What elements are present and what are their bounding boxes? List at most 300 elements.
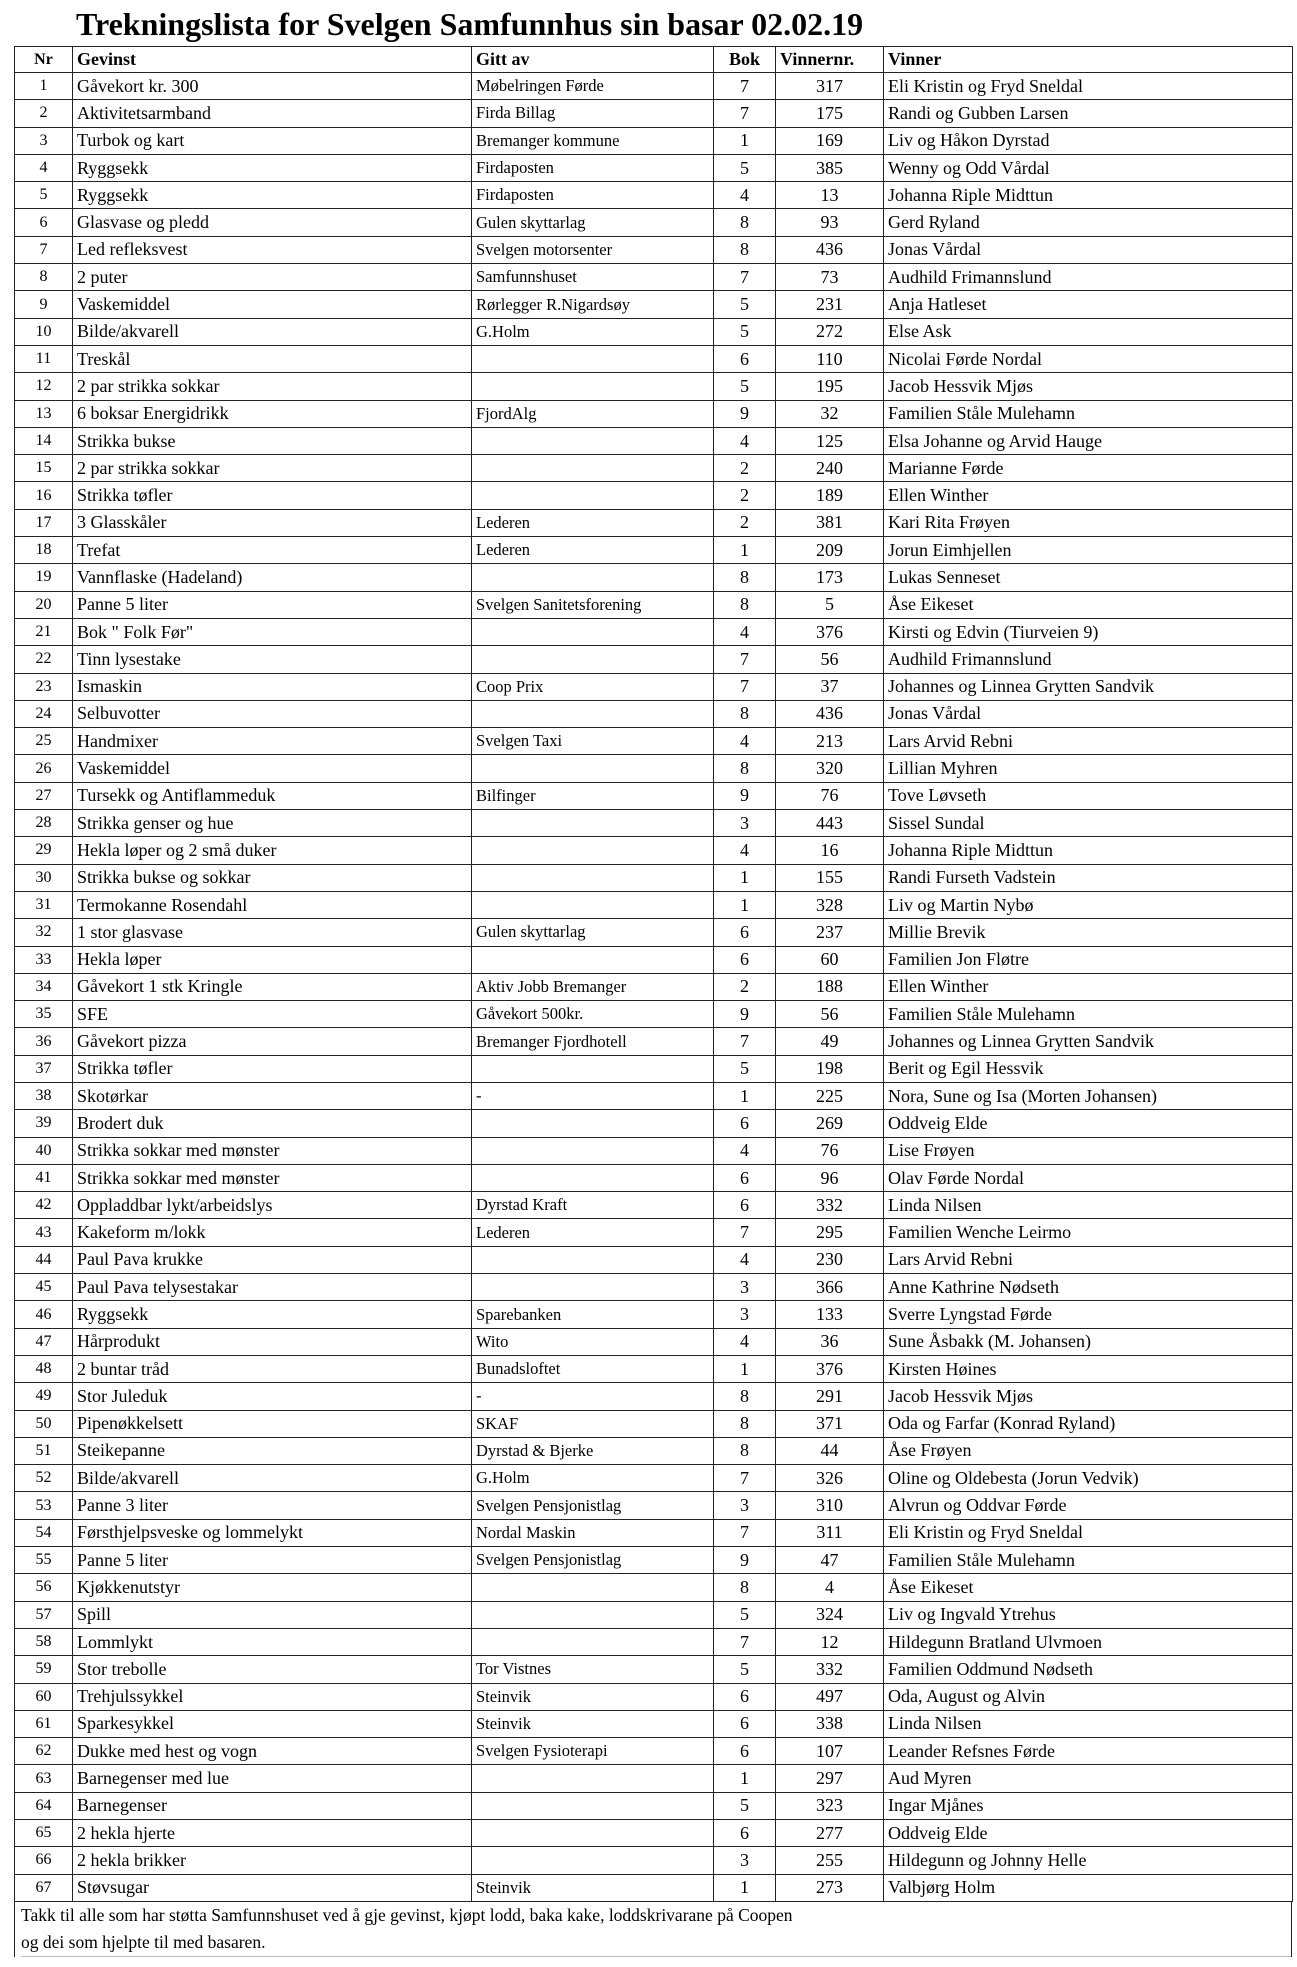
cell-gevinst: Handmixer bbox=[73, 728, 472, 755]
cell-bok: 6 bbox=[714, 1683, 776, 1710]
table-row bbox=[15, 837, 1293, 864]
cell-nr: 49 bbox=[15, 1383, 73, 1410]
cell-gevinst: Gåvekort kr. 300 bbox=[73, 73, 472, 100]
cell-gevinst: Bilde/akvarell bbox=[73, 1465, 472, 1492]
cell-gitt-av: Lederen bbox=[472, 1219, 714, 1246]
cell-vinnernr: 297 bbox=[776, 1765, 884, 1792]
cell-vinner: Oline og Oldebesta (Jorun Vedvik) bbox=[884, 1465, 1293, 1492]
cell-vinnernr: 189 bbox=[776, 482, 884, 509]
cell-nr: 41 bbox=[15, 1164, 73, 1191]
cell-bok: 6 bbox=[714, 1738, 776, 1765]
table-row bbox=[15, 564, 1293, 591]
table-row bbox=[15, 1847, 1293, 1874]
cell-nr: 64 bbox=[15, 1792, 73, 1819]
cell-gitt-av bbox=[472, 1164, 714, 1191]
table-row bbox=[15, 154, 1293, 181]
cell-nr: 12 bbox=[15, 373, 73, 400]
cell-nr: 36 bbox=[15, 1028, 73, 1055]
cell-gitt-av: Aktiv Jobb Bremanger bbox=[472, 973, 714, 1000]
cell-gevinst: Strikka bukse bbox=[73, 427, 472, 454]
table-row bbox=[15, 182, 1293, 209]
cell-nr: 55 bbox=[15, 1547, 73, 1574]
cell-nr: 7 bbox=[15, 236, 73, 263]
cell-gitt-av: Svelgen motorsenter bbox=[472, 236, 714, 263]
cell-vinner: Anja Hatleset bbox=[884, 291, 1293, 318]
table-row bbox=[15, 782, 1293, 809]
cell-nr: 9 bbox=[15, 291, 73, 318]
cell-vinner: Sune Åsbakk (M. Johansen) bbox=[884, 1328, 1293, 1355]
cell-nr: 25 bbox=[15, 728, 73, 755]
cell-bok: 7 bbox=[714, 673, 776, 700]
cell-vinner: Lukas Senneset bbox=[884, 564, 1293, 591]
cell-nr: 50 bbox=[15, 1410, 73, 1437]
cell-bok: 1 bbox=[714, 537, 776, 564]
cell-gitt-av bbox=[472, 618, 714, 645]
cell-vinner: Wenny og Odd Vårdal bbox=[884, 154, 1293, 181]
cell-gitt-av: Svelgen Pensjonistlag bbox=[472, 1492, 714, 1519]
cell-bok: 3 bbox=[714, 1274, 776, 1301]
cell-gevinst: 2 par strikka sokkar bbox=[73, 455, 472, 482]
cell-nr: 43 bbox=[15, 1219, 73, 1246]
table-row bbox=[15, 1437, 1293, 1464]
cell-bok: 9 bbox=[714, 1547, 776, 1574]
draw-table bbox=[14, 46, 1293, 1902]
table-row bbox=[15, 1137, 1293, 1164]
cell-gitt-av: Steinvik bbox=[472, 1710, 714, 1737]
cell-gevinst: Tinn lysestake bbox=[73, 646, 472, 673]
cell-gitt-av: Svelgen Taxi bbox=[472, 728, 714, 755]
cell-vinnernr: 371 bbox=[776, 1410, 884, 1437]
cell-vinner: Familien Ståle Mulehamn bbox=[884, 1001, 1293, 1028]
cell-nr: 51 bbox=[15, 1437, 73, 1464]
cell-gevinst: Paul Pava telysestakar bbox=[73, 1274, 472, 1301]
cell-nr: 1 bbox=[15, 73, 73, 100]
cell-nr: 28 bbox=[15, 810, 73, 837]
table-row bbox=[15, 591, 1293, 618]
cell-vinnernr: 291 bbox=[776, 1383, 884, 1410]
cell-vinner: Jonas Vårdal bbox=[884, 236, 1293, 263]
cell-vinnernr: 328 bbox=[776, 891, 884, 918]
cell-bok: 7 bbox=[714, 646, 776, 673]
cell-nr: 53 bbox=[15, 1492, 73, 1519]
col-header-bok: Bok bbox=[714, 47, 776, 73]
cell-vinner: Lise Frøyen bbox=[884, 1137, 1293, 1164]
cell-bok: 3 bbox=[714, 810, 776, 837]
table-row bbox=[15, 427, 1293, 454]
cell-vinner: Familien Ståle Mulehamn bbox=[884, 400, 1293, 427]
cell-vinnernr: 47 bbox=[776, 1547, 884, 1574]
cell-gevinst: Vannflaske (Hadeland) bbox=[73, 564, 472, 591]
cell-nr: 56 bbox=[15, 1574, 73, 1601]
cell-bok: 5 bbox=[714, 1055, 776, 1082]
cell-vinnernr: 326 bbox=[776, 1465, 884, 1492]
cell-vinnernr: 295 bbox=[776, 1219, 884, 1246]
cell-gitt-av bbox=[472, 482, 714, 509]
cell-nr: 17 bbox=[15, 509, 73, 536]
cell-gitt-av: Nordal Maskin bbox=[472, 1519, 714, 1546]
cell-nr: 60 bbox=[15, 1683, 73, 1710]
cell-gevinst: Hårprodukt bbox=[73, 1328, 472, 1355]
cell-vinnernr: 169 bbox=[776, 127, 884, 154]
cell-nr: 14 bbox=[15, 427, 73, 454]
table-row bbox=[15, 919, 1293, 946]
cell-gitt-av: Firdaposten bbox=[472, 182, 714, 209]
cell-gevinst: Strikka sokkar med mønster bbox=[73, 1164, 472, 1191]
cell-gevinst: Panne 5 liter bbox=[73, 591, 472, 618]
table-row bbox=[15, 1001, 1293, 1028]
cell-vinnernr: 225 bbox=[776, 1082, 884, 1109]
cell-gevinst: Stor trebolle bbox=[73, 1656, 472, 1683]
cell-vinnernr: 381 bbox=[776, 509, 884, 536]
cell-bok: 7 bbox=[714, 1465, 776, 1492]
cell-vinnernr: 338 bbox=[776, 1710, 884, 1737]
cell-nr: 29 bbox=[15, 837, 73, 864]
table-row bbox=[15, 618, 1293, 645]
table-row bbox=[15, 1301, 1293, 1328]
cell-vinnernr: 125 bbox=[776, 427, 884, 454]
cell-gevinst: Termokanne Rosendahl bbox=[73, 891, 472, 918]
cell-nr: 24 bbox=[15, 700, 73, 727]
cell-vinnernr: 96 bbox=[776, 1164, 884, 1191]
cell-vinner: Leander Refsnes Førde bbox=[884, 1738, 1293, 1765]
cell-gitt-av: Bremanger Fjordhotell bbox=[472, 1028, 714, 1055]
cell-nr: 59 bbox=[15, 1656, 73, 1683]
cell-vinnernr: 44 bbox=[776, 1437, 884, 1464]
table-row bbox=[15, 1656, 1293, 1683]
cell-gevinst: 2 buntar tråd bbox=[73, 1355, 472, 1382]
cell-nr: 4 bbox=[15, 154, 73, 181]
cell-vinnernr: 240 bbox=[776, 455, 884, 482]
cell-vinner: Ingar Mjånes bbox=[884, 1792, 1293, 1819]
cell-nr: 67 bbox=[15, 1874, 73, 1901]
cell-gitt-av bbox=[472, 1792, 714, 1819]
cell-bok: 2 bbox=[714, 455, 776, 482]
cell-bok: 8 bbox=[714, 591, 776, 618]
col-header-vinnernr: Vinnernr. bbox=[776, 47, 884, 73]
table-row bbox=[15, 1410, 1293, 1437]
table-row bbox=[15, 1574, 1293, 1601]
cell-vinner: Aud Myren bbox=[884, 1765, 1293, 1792]
table-row bbox=[15, 1465, 1293, 1492]
cell-vinner: Jorun Eimhjellen bbox=[884, 537, 1293, 564]
cell-bok: 4 bbox=[714, 837, 776, 864]
table-row bbox=[15, 1792, 1293, 1819]
cell-gevinst: Bilde/akvarell bbox=[73, 318, 472, 345]
cell-vinner: Åse Eikeset bbox=[884, 591, 1293, 618]
table-row bbox=[15, 1110, 1293, 1137]
cell-vinnernr: 56 bbox=[776, 646, 884, 673]
cell-gevinst: Steikepanne bbox=[73, 1437, 472, 1464]
cell-nr: 57 bbox=[15, 1601, 73, 1628]
table-row bbox=[15, 755, 1293, 782]
cell-vinner: Lillian Myhren bbox=[884, 755, 1293, 782]
cell-vinnernr: 155 bbox=[776, 864, 884, 891]
cell-gevinst: Støvsugar bbox=[73, 1874, 472, 1901]
cell-gitt-av: Sparebanken bbox=[472, 1301, 714, 1328]
cell-bok: 4 bbox=[714, 182, 776, 209]
cell-gitt-av bbox=[472, 1574, 714, 1601]
cell-nr: 44 bbox=[15, 1246, 73, 1273]
table-row bbox=[15, 73, 1293, 100]
cell-vinner: Oda, August og Alvin bbox=[884, 1683, 1293, 1710]
cell-gevinst: Trefat bbox=[73, 537, 472, 564]
cell-vinner: Jonas Vårdal bbox=[884, 700, 1293, 727]
cell-nr: 19 bbox=[15, 564, 73, 591]
cell-vinner: Hildegunn og Johnny Helle bbox=[884, 1847, 1293, 1874]
table-row bbox=[15, 646, 1293, 673]
cell-gitt-av: Dyrstad & Bjerke bbox=[472, 1437, 714, 1464]
cell-nr: 37 bbox=[15, 1055, 73, 1082]
cell-vinnernr: 213 bbox=[776, 728, 884, 755]
cell-vinnernr: 110 bbox=[776, 345, 884, 372]
table-row bbox=[15, 209, 1293, 236]
table-row bbox=[15, 728, 1293, 755]
cell-gitt-av bbox=[472, 837, 714, 864]
cell-bok: 8 bbox=[714, 236, 776, 263]
cell-vinner: Johanna Riple Midttun bbox=[884, 837, 1293, 864]
cell-gevinst: Dukke med hest og vogn bbox=[73, 1738, 472, 1765]
cell-gevinst: Lommlykt bbox=[73, 1628, 472, 1655]
cell-nr: 42 bbox=[15, 1192, 73, 1219]
cell-gevinst: Spill bbox=[73, 1601, 472, 1628]
table-row bbox=[15, 1246, 1293, 1273]
cell-vinner: Kari Rita Frøyen bbox=[884, 509, 1293, 536]
cell-vinnernr: 56 bbox=[776, 1001, 884, 1028]
cell-gitt-av bbox=[472, 1847, 714, 1874]
cell-vinner: Ellen Winther bbox=[884, 482, 1293, 509]
table-row bbox=[15, 1383, 1293, 1410]
cell-gevinst: Strikka tøfler bbox=[73, 482, 472, 509]
footer-line-2: og dei som hjelpte til med basaren. bbox=[21, 1929, 1291, 1957]
cell-vinner: Elsa Johanne og Arvid Hauge bbox=[884, 427, 1293, 454]
cell-vinnernr: 173 bbox=[776, 564, 884, 591]
cell-gevinst: Vaskemiddel bbox=[73, 291, 472, 318]
col-header-gitt-av: Gitt av bbox=[472, 47, 714, 73]
cell-vinner: Millie Brevik bbox=[884, 919, 1293, 946]
cell-gevinst: Led refleksvest bbox=[73, 236, 472, 263]
cell-gitt-av: Bremanger kommune bbox=[472, 127, 714, 154]
cell-vinnernr: 107 bbox=[776, 1738, 884, 1765]
cell-vinner: Audhild Frimannslund bbox=[884, 264, 1293, 291]
cell-gevinst: 2 puter bbox=[73, 264, 472, 291]
cell-gitt-av bbox=[472, 1246, 714, 1273]
cell-gitt-av bbox=[472, 810, 714, 837]
cell-bok: 9 bbox=[714, 782, 776, 809]
cell-gevinst: Kakeform m/lokk bbox=[73, 1219, 472, 1246]
cell-vinner: Oddveig Elde bbox=[884, 1820, 1293, 1847]
cell-vinnernr: 332 bbox=[776, 1192, 884, 1219]
cell-gevinst: Pipenøkkelsett bbox=[73, 1410, 472, 1437]
cell-gitt-av bbox=[472, 564, 714, 591]
cell-bok: 1 bbox=[714, 1355, 776, 1382]
cell-vinnernr: 73 bbox=[776, 264, 884, 291]
cell-vinner: Familien Oddmund Nødseth bbox=[884, 1656, 1293, 1683]
cell-gevinst: Tursekk og Antiflammeduk bbox=[73, 782, 472, 809]
cell-gitt-av bbox=[472, 1628, 714, 1655]
cell-vinner: Linda Nilsen bbox=[884, 1192, 1293, 1219]
cell-gitt-av bbox=[472, 864, 714, 891]
table-row bbox=[15, 810, 1293, 837]
cell-vinner: Eli Kristin og Fryd Sneldal bbox=[884, 73, 1293, 100]
cell-bok: 6 bbox=[714, 919, 776, 946]
cell-nr: 32 bbox=[15, 919, 73, 946]
cell-vinner: Linda Nilsen bbox=[884, 1710, 1293, 1737]
cell-gitt-av: Samfunnshuset bbox=[472, 264, 714, 291]
cell-vinnernr: 5 bbox=[776, 591, 884, 618]
cell-vinner: Nicolai Førde Nordal bbox=[884, 345, 1293, 372]
table-row bbox=[15, 509, 1293, 536]
table-row bbox=[15, 973, 1293, 1000]
cell-bok: 6 bbox=[714, 1192, 776, 1219]
cell-vinner: Johanna Riple Midttun bbox=[884, 182, 1293, 209]
cell-nr: 45 bbox=[15, 1274, 73, 1301]
cell-vinnernr: 231 bbox=[776, 291, 884, 318]
cell-nr: 30 bbox=[15, 864, 73, 891]
cell-gevinst: Brodert duk bbox=[73, 1110, 472, 1137]
cell-gitt-av: Dyrstad Kraft bbox=[472, 1192, 714, 1219]
cell-gevinst: Ryggsekk bbox=[73, 1301, 472, 1328]
cell-nr: 48 bbox=[15, 1355, 73, 1382]
cell-vinner: Liv og Ingvald Ytrehus bbox=[884, 1601, 1293, 1628]
cell-vinnernr: 273 bbox=[776, 1874, 884, 1901]
cell-bok: 5 bbox=[714, 1656, 776, 1683]
table-row bbox=[15, 100, 1293, 127]
thanks-footer bbox=[14, 1902, 1292, 1957]
cell-vinner: Jacob Hessvik Mjøs bbox=[884, 373, 1293, 400]
cell-vinner: Anne Kathrine Nødseth bbox=[884, 1274, 1293, 1301]
table-row bbox=[15, 1683, 1293, 1710]
cell-bok: 4 bbox=[714, 1328, 776, 1355]
cell-bok: 6 bbox=[714, 1110, 776, 1137]
cell-bok: 3 bbox=[714, 1492, 776, 1519]
table-row bbox=[15, 946, 1293, 973]
cell-gitt-av bbox=[472, 891, 714, 918]
cell-bok: 1 bbox=[714, 127, 776, 154]
cell-bok: 5 bbox=[714, 291, 776, 318]
cell-vinnernr: 4 bbox=[776, 1574, 884, 1601]
cell-gitt-av: Svelgen Pensjonistlag bbox=[472, 1547, 714, 1574]
cell-gevinst: Strikka bukse og sokkar bbox=[73, 864, 472, 891]
cell-vinner: Audhild Frimannslund bbox=[884, 646, 1293, 673]
table-row bbox=[15, 537, 1293, 564]
table-row bbox=[15, 1765, 1293, 1792]
table-row bbox=[15, 1492, 1293, 1519]
cell-bok: 7 bbox=[714, 1628, 776, 1655]
cell-vinnernr: 230 bbox=[776, 1246, 884, 1273]
cell-nr: 2 bbox=[15, 100, 73, 127]
cell-vinner: Ellen Winther bbox=[884, 973, 1293, 1000]
cell-bok: 3 bbox=[714, 1847, 776, 1874]
cell-vinnernr: 376 bbox=[776, 1355, 884, 1382]
cell-vinner: Kirsti og Edvin (Tiurveien 9) bbox=[884, 618, 1293, 645]
cell-bok: 5 bbox=[714, 154, 776, 181]
cell-nr: 35 bbox=[15, 1001, 73, 1028]
cell-bok: 1 bbox=[714, 1082, 776, 1109]
cell-vinnernr: 37 bbox=[776, 673, 884, 700]
cell-vinnernr: 16 bbox=[776, 837, 884, 864]
cell-gevinst: 2 hekla brikker bbox=[73, 1847, 472, 1874]
cell-gevinst: Sparkesykkel bbox=[73, 1710, 472, 1737]
cell-gitt-av: Steinvik bbox=[472, 1874, 714, 1901]
cell-bok: 4 bbox=[714, 1137, 776, 1164]
cell-vinnernr: 436 bbox=[776, 700, 884, 727]
cell-vinner: Alvrun og Oddvar Førde bbox=[884, 1492, 1293, 1519]
cell-nr: 18 bbox=[15, 537, 73, 564]
cell-vinner: Familien Ståle Mulehamn bbox=[884, 1547, 1293, 1574]
table-body bbox=[15, 73, 1293, 1902]
table-row bbox=[15, 1601, 1293, 1628]
table-row bbox=[15, 1219, 1293, 1246]
cell-vinner: Berit og Egil Hessvik bbox=[884, 1055, 1293, 1082]
cell-gitt-av: Rørlegger R.Nigardsøy bbox=[472, 291, 714, 318]
cell-vinner: Else Ask bbox=[884, 318, 1293, 345]
cell-gitt-av bbox=[472, 1820, 714, 1847]
cell-gitt-av bbox=[472, 1137, 714, 1164]
cell-gitt-av: G.Holm bbox=[472, 318, 714, 345]
cell-gitt-av: Gulen skyttarlag bbox=[472, 919, 714, 946]
cell-vinnernr: 269 bbox=[776, 1110, 884, 1137]
cell-gevinst: Hekla løper bbox=[73, 946, 472, 973]
cell-bok: 5 bbox=[714, 1601, 776, 1628]
cell-vinnernr: 49 bbox=[776, 1028, 884, 1055]
draw-list-sheet bbox=[14, 0, 1292, 1957]
table-row bbox=[15, 1628, 1293, 1655]
cell-nr: 66 bbox=[15, 1847, 73, 1874]
cell-bok: 4 bbox=[714, 427, 776, 454]
cell-nr: 46 bbox=[15, 1301, 73, 1328]
table-row bbox=[15, 1738, 1293, 1765]
header-row bbox=[15, 47, 1293, 73]
cell-gitt-av: Gåvekort 500kr. bbox=[472, 1001, 714, 1028]
cell-bok: 8 bbox=[714, 700, 776, 727]
cell-bok: 7 bbox=[714, 264, 776, 291]
cell-bok: 6 bbox=[714, 946, 776, 973]
col-header-nr: Nr bbox=[15, 47, 73, 73]
cell-vinnernr: 320 bbox=[776, 755, 884, 782]
cell-nr: 16 bbox=[15, 482, 73, 509]
table-row bbox=[15, 400, 1293, 427]
cell-bok: 8 bbox=[714, 209, 776, 236]
cell-gitt-av bbox=[472, 455, 714, 482]
cell-vinner: Familien Jon Fløtre bbox=[884, 946, 1293, 973]
cell-gitt-av: Lederen bbox=[472, 509, 714, 536]
cell-gevinst: Treskål bbox=[73, 345, 472, 372]
cell-nr: 65 bbox=[15, 1820, 73, 1847]
cell-gitt-av: Firda Billag bbox=[472, 100, 714, 127]
cell-gitt-av: Svelgen Sanitetsforening bbox=[472, 591, 714, 618]
cell-bok: 5 bbox=[714, 1792, 776, 1819]
cell-vinnernr: 310 bbox=[776, 1492, 884, 1519]
cell-vinner: Åse Frøyen bbox=[884, 1437, 1293, 1464]
cell-bok: 7 bbox=[714, 1219, 776, 1246]
cell-vinnernr: 198 bbox=[776, 1055, 884, 1082]
cell-gitt-av: Svelgen Fysioterapi bbox=[472, 1738, 714, 1765]
cell-vinnernr: 497 bbox=[776, 1683, 884, 1710]
cell-gitt-av bbox=[472, 1274, 714, 1301]
table-row bbox=[15, 673, 1293, 700]
table-row bbox=[15, 1547, 1293, 1574]
cell-vinner: Åse Eikeset bbox=[884, 1574, 1293, 1601]
cell-vinnernr: 188 bbox=[776, 973, 884, 1000]
cell-gitt-av: Gulen skyttarlag bbox=[472, 209, 714, 236]
table-row bbox=[15, 1874, 1293, 1901]
cell-nr: 20 bbox=[15, 591, 73, 618]
cell-gitt-av: Tor Vistnes bbox=[472, 1656, 714, 1683]
cell-bok: 4 bbox=[714, 728, 776, 755]
table-row bbox=[15, 482, 1293, 509]
cell-vinner: Sverre Lyngstad Førde bbox=[884, 1301, 1293, 1328]
cell-bok: 6 bbox=[714, 1164, 776, 1191]
